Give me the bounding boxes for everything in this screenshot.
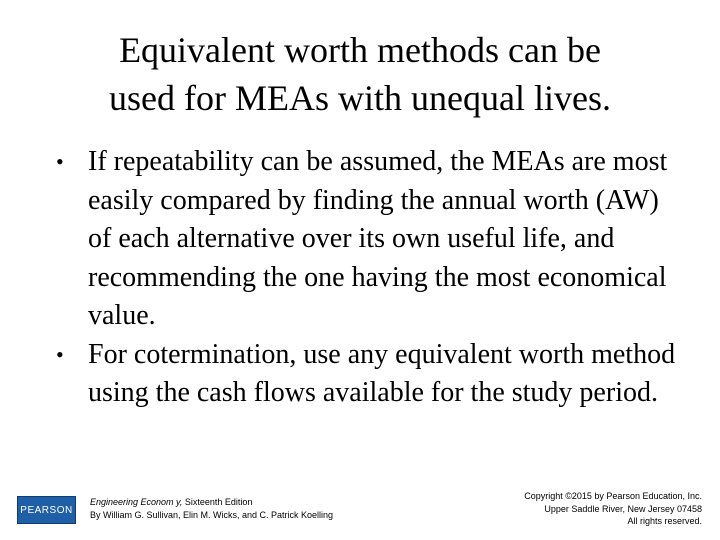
slide-title-line-1: Equivalent worth methods can be (119, 30, 601, 70)
pearson-logo: PEARSON (17, 496, 76, 524)
copyright-notice (462, 490, 702, 528)
slide-title-line-2: used for MEAs with unequal lives. (109, 78, 611, 118)
book-edition: Sixteenth Edition (182, 497, 253, 507)
bullet-list (56, 143, 676, 413)
book-citation (90, 496, 333, 522)
copyright-line-1: Copyright ©2015 by Pearson Education, Inc. (524, 491, 702, 501)
bullet-dot-icon: • (56, 341, 64, 367)
bullet-item-cotermination (56, 336, 676, 413)
book-authors: By William G. Sullivan, Elin M. Wicks, and C. Patrick Koelling (90, 510, 334, 520)
book-title: Engineering Econom y, (90, 497, 183, 507)
bullet-text-repeatability: If repeatability can be assumed, the MEAs are most easily compared by finding the annual worth (AW) of each alternative over its own useful life, and recommending the one having the most economical value. (88, 146, 668, 331)
slide-title (40, 26, 680, 122)
copyright-line-3: All rights reserved. (627, 516, 702, 526)
bullet-text-cotermination: For cotermination, use any equivalent worth method using the cash flows available for the study period. (88, 338, 676, 408)
bullet-item-repeatability (56, 143, 676, 336)
bullet-dot-icon: • (56, 149, 64, 174)
book-title-line (90, 496, 333, 509)
copyright-line-2: Upper Saddle River, New Jersey 07458 (544, 503, 702, 514)
